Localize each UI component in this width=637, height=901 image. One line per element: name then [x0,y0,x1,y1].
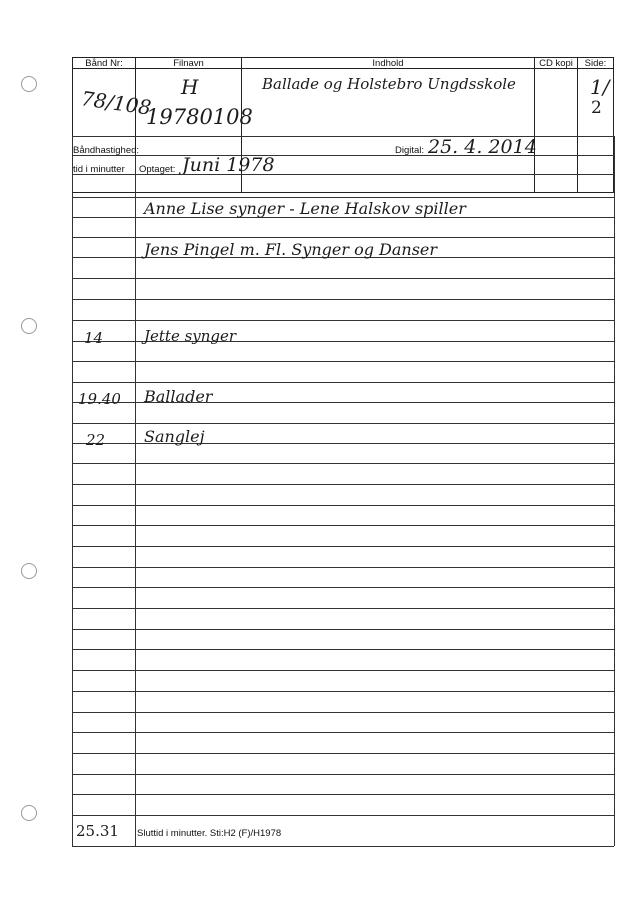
table-border [614,193,615,846]
filnavn-header: Filnavn [135,57,242,69]
ruled-line [72,423,614,424]
ruled-line [72,815,614,816]
ruled-line [72,629,614,630]
ruled-line [72,732,614,733]
sluttid-label: Sluttid i minutter. Sti:H2 (F)/H1978 [137,828,282,839]
ruled-line [72,174,614,175]
ruled-line [72,691,614,692]
optaget-value: Juni 1978 [182,154,275,176]
entry-time: 22 [86,431,106,449]
punch-hole-icon [21,318,37,334]
band-nr-header: Bånd Nr: [72,57,136,69]
ruled-line [72,237,614,238]
ruled-line [72,587,614,588]
ruled-line [72,299,614,300]
ruled-line [72,525,614,526]
sluttid-value: 25.31 [76,822,119,840]
entry-text: Sanglej [144,427,205,446]
bandhastighed-label: Båndhastighed: [73,145,140,156]
entry-time: 19.40 [78,390,121,408]
ruled-line [72,712,614,713]
ruled-line [72,484,614,485]
ruled-line [72,567,614,568]
table-border [72,193,73,846]
punch-hole-icon [21,76,37,92]
ruled-line [72,670,614,671]
ruled-line [72,794,614,795]
entry-text: Jette synger [144,327,237,345]
filnavn-prefix: H [181,75,199,99]
entry-text: Ballader [144,387,213,406]
side-bottom-value: 2 [591,98,602,118]
ruled-line [72,649,614,650]
ruled-line [72,546,614,547]
entry-time: 14 [84,329,104,347]
ruled-line [72,608,614,609]
entry-text: Jens Pingel m. Fl. Synger og Danser [144,240,438,259]
cd-kopi-header: CD kopi [534,57,578,69]
ruled-line [72,505,614,506]
ruled-line [72,463,614,464]
ruled-line [72,155,614,156]
ruled-line [72,278,614,279]
ruled-line [72,753,614,754]
tid-column-divider [135,155,136,846]
punch-hole-icon [21,805,37,821]
side-top-value: 1/ [590,75,610,99]
indhold-header: Indhold [241,57,535,69]
ruled-line [72,774,614,775]
table-border [72,136,73,193]
digital-value: 25. 4. 2014 [428,136,537,158]
ruled-line [72,197,614,198]
band-nr-value: 78/108 [79,86,153,120]
entry-text: Anne Lise synger - Lene Halskov spiller [144,199,466,218]
side-header: Side: [577,57,614,69]
tid-label: tid i minutter [73,164,125,175]
ruled-line [72,382,614,383]
ruled-line [72,361,614,362]
punch-hole-icon [21,563,37,579]
filnavn-value: 19780108 [146,105,253,129]
ruled-line [72,320,614,321]
optaget-label: Optaget: [139,164,176,175]
indhold-value: Ballade og Holstebro Ungdsskole [262,75,516,93]
ruled-line [72,136,614,137]
ruled-line [72,846,614,847]
table-border [614,136,615,193]
digital-label: Digital: [395,145,425,156]
